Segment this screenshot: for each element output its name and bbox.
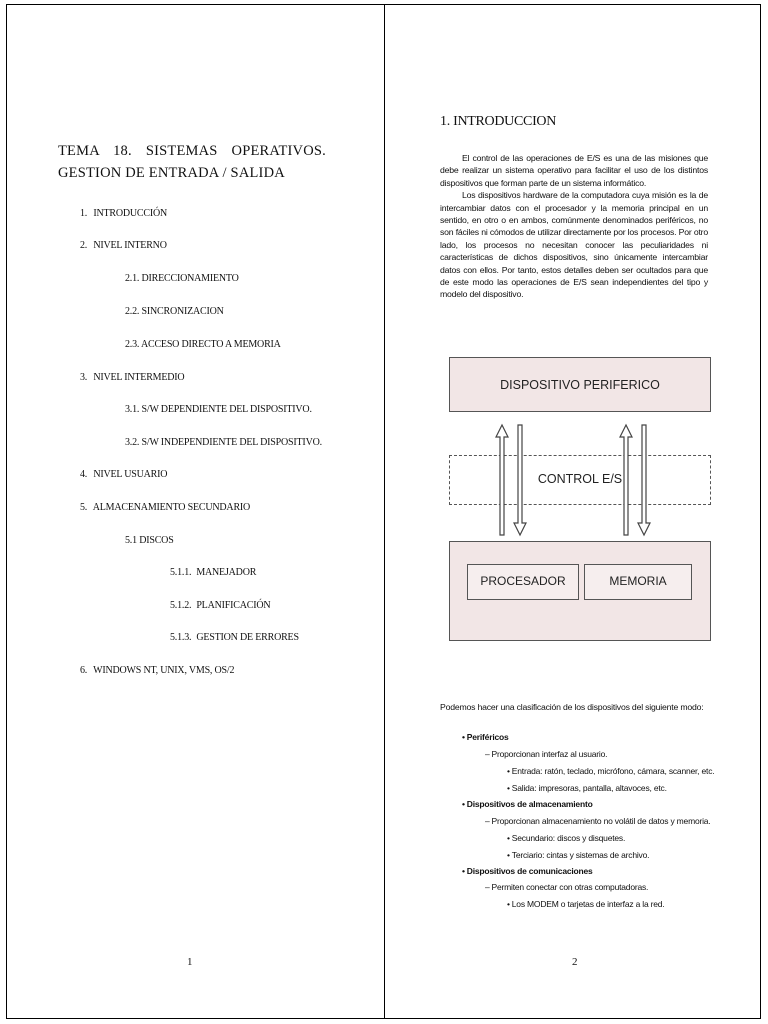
page-number-left: 1: [187, 956, 193, 968]
toc-label: INTRODUCCIÓN: [93, 208, 168, 219]
down-arrow-icon: [514, 425, 526, 535]
up-arrow-icon: [620, 425, 632, 535]
toc-item: [125, 273, 239, 284]
intro-text: [440, 152, 708, 301]
toc-label: 5.1 DISCOS: [125, 535, 174, 546]
toc-label: NIVEL INTERMEDIO: [93, 372, 185, 383]
data-flow-arrows: [449, 357, 711, 642]
toc-label: 3.2. S/W INDEPENDIENTE DEL DISPOSITIVO.: [125, 437, 322, 448]
toc-item: [80, 502, 250, 513]
toc-label: MANEJADOR: [196, 567, 257, 578]
list-item-text: Entrada: ratón, teclado, micrófono, cámara, scanner, etc.: [511, 766, 715, 776]
list-item: [507, 899, 664, 909]
section-heading: 1. INTRODUCCION: [440, 114, 557, 129]
bullet-icon: •: [462, 866, 465, 876]
device-label: DISPOSITIVO PERIFERICO: [500, 378, 660, 392]
bullet-icon: •: [507, 766, 510, 776]
page-divider: [384, 4, 385, 1019]
processor-box: PROCESADOR: [467, 564, 579, 600]
toc-number: 5.1.1.: [170, 567, 192, 578]
toc-label: ALMACENAMIENTO SECUNDARIO: [92, 502, 251, 513]
list-item: [485, 749, 607, 759]
toc-label: 3.1. S/W DEPENDIENTE DEL DISPOSITIVO.: [125, 404, 312, 415]
toc-label: PLANIFICACIÓN: [196, 600, 271, 611]
list-item-text: Los MODEM o tarjetas de interfaz a la red.: [511, 899, 665, 909]
toc-item: [125, 306, 224, 317]
toc-number: 5.: [80, 502, 88, 513]
list-item: [462, 799, 593, 809]
classification-intro: Podemos hacer una clasificación de los dispositivos del siguiente modo:: [440, 702, 704, 712]
toc-number: 2.: [80, 240, 88, 251]
toc-number: 4.: [80, 469, 88, 480]
toc-item: [80, 469, 167, 480]
bullet-icon: •: [462, 799, 465, 809]
bullet-icon: •: [462, 732, 465, 742]
list-item-text: Proporcionan almacenamiento no volátil de datos y memoria.: [491, 816, 711, 826]
toc-item: [170, 567, 256, 578]
toc-item: [125, 339, 281, 350]
list-item-text: Dispositivos de almacenamiento: [466, 799, 593, 809]
list-item: [507, 766, 714, 776]
list-item: [507, 833, 625, 843]
dash-icon: –: [485, 816, 490, 826]
bullet-icon: •: [507, 783, 510, 793]
bullet-icon: •: [507, 833, 510, 843]
list-item-text: Proporcionan interfaz al usuario.: [491, 749, 608, 759]
toc-item: [80, 665, 234, 676]
toc-label: WINDOWS NT, UNIX, VMS, OS/2: [93, 665, 235, 676]
down-arrow-icon: [638, 425, 650, 535]
toc-label: NIVEL INTERNO: [93, 240, 167, 251]
toc-item: [125, 437, 322, 448]
memory-box: MEMORIA: [584, 564, 692, 600]
toc-item: [170, 600, 270, 611]
toc-item: [125, 404, 312, 415]
list-item: [485, 882, 648, 892]
toc-label: GESTION DE ERRORES: [196, 632, 299, 643]
list-item-text: Permiten conectar con otras computadoras.: [491, 882, 649, 892]
toc-number: 5.1.2.: [170, 600, 192, 611]
toc-item: [80, 208, 167, 219]
io-diagram: [449, 357, 711, 642]
list-item-text: Salida: impresoras, pantalla, altavoces, etc.: [511, 783, 667, 793]
list-item: [507, 783, 667, 793]
list-item-text: Terciario: cintas y sistemas de archivo.: [511, 850, 650, 860]
list-item-text: Periféricos: [466, 732, 509, 742]
bullet-icon: •: [507, 850, 510, 860]
toc-label: 2.1. DIRECCIONAMIENTO: [125, 273, 239, 284]
toc-number: 6.: [80, 665, 88, 676]
document-title: TEMA 18. SISTEMAS OPERATIVOS. GESTION DE ENTRADA / SALIDA: [58, 143, 326, 181]
toc-item: [170, 632, 299, 643]
toc-number: 3.: [80, 372, 88, 383]
list-item: [507, 850, 649, 860]
bullet-icon: •: [507, 899, 510, 909]
dash-icon: –: [485, 882, 490, 892]
toc-label: 2.3. ACCESO DIRECTO A MEMORIA: [125, 339, 281, 350]
up-arrow-icon: [496, 425, 508, 535]
toc-label: 2.2. SINCRONIZACION: [125, 306, 224, 317]
intro-paragraph: El control de las operaciones de E/S es una de las misiones que debe realizar un sistema operativo para facilitar el uso de los distintos dispositivos que forman parte de un sistema informático.: [440, 153, 708, 188]
io-control-label: CONTROL E/S: [537, 472, 623, 486]
intro-paragraph: Los dispositivos hardware de la computadora cuya misión es la de intercambiar datos con el procesador y la memoria principal en un sentido, en otro o en ambos, comúnmente denominados periféricos, no son fáciles ni cómodos de utilizar directamente por los procesos. Por otro lado, los procesos no necesitan conocer las peculiaridades ni características de dichos dispositivos, sino únicamente intercambiar datos con ellos. Por tanto, estos detalles deben ser ocultados para que de este modo las operaciones de E/S sean independientes del tipo y modelo del dispositivo.: [440, 190, 708, 300]
list-item: [485, 816, 711, 826]
dash-icon: –: [485, 749, 490, 759]
toc-item: [125, 535, 174, 546]
toc-item: [80, 240, 167, 251]
toc-number: 1.: [80, 208, 88, 219]
list-item: [462, 866, 593, 876]
toc-number: 5.1.3.: [170, 632, 192, 643]
list-item-text: Secundario: discos y disquetes.: [511, 833, 626, 843]
list-item: [462, 732, 509, 742]
list-item-text: Dispositivos de comunicaciones: [466, 866, 593, 876]
toc-label: NIVEL USUARIO: [93, 469, 168, 480]
page-number-right: 2: [572, 956, 578, 968]
toc-item: [80, 372, 184, 383]
